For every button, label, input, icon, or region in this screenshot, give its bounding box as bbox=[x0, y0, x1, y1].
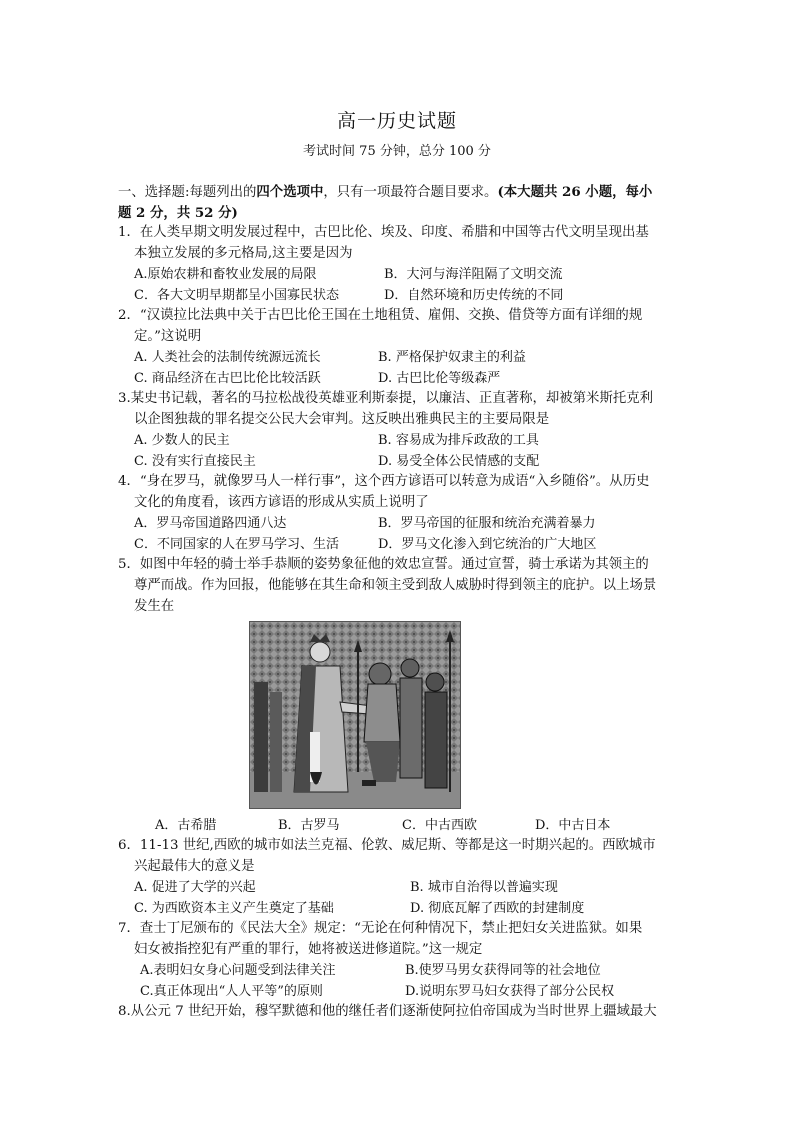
question-7-stem: 7．查士丁尼颁布的《民法大全》规定：“无论在何种情况下，禁止把妇女关进监狱。如果 bbox=[118, 921, 643, 936]
question-6-stem: 兴起最伟大的意义是 bbox=[134, 859, 255, 874]
question-4-stem: 文化的角度看，该西方谚语的形成从实质上说明了 bbox=[134, 495, 429, 510]
question-1-option-c: C．各大文明早期都呈小国寡民状态 bbox=[134, 288, 339, 303]
knight-homage-illustration bbox=[249, 621, 461, 809]
section-emphasis: 四个选项中 bbox=[256, 184, 324, 200]
question-2-stem: 2．“汉谟拉比法典中关于古巴比伦王国在土地租赁、雇佣、交换、借贷等方面有详细的规 bbox=[118, 308, 643, 323]
question-5-stem: 5．如图中年轻的骑士举手恭顺的姿势象征他的效忠宣誓。通过宣誓，骑士承诺为其领主的 bbox=[118, 557, 649, 572]
question-1-option-b: B．大河与海洋阻隔了文明交流 bbox=[384, 267, 563, 282]
question-2-stem: 定。”这说明 bbox=[134, 329, 202, 344]
question-6-stem: 6．11-13 世纪,西欧的城市如法兰克福、伦敦、威尼斯、等都是这一时期兴起的。西欧城市 bbox=[118, 838, 656, 853]
question-2-option-c: C. 商品经济在古巴比伦比较活跃 bbox=[134, 371, 321, 386]
question-6-option-b: B. 城市自治得以普遍实现 bbox=[410, 880, 558, 895]
question-2-option-b: B. 严格保护奴隶主的利益 bbox=[378, 350, 526, 365]
section-header-line2: 题 2 分，共 52 分) bbox=[118, 205, 238, 221]
medieval-miniature-image bbox=[250, 622, 461, 809]
section-header-line1 bbox=[118, 183, 652, 202]
question-1-option-a: A.原始农耕和畜牧业发展的局限 bbox=[134, 267, 317, 282]
exam-info: 考试时间 75 分钟，总分 100 分 bbox=[303, 144, 491, 159]
page-title: 高一历史试题 bbox=[336, 110, 457, 132]
section-text: ，只有一项最符合题目要求。 bbox=[323, 185, 498, 200]
question-7-option-d: D.说明东罗马妇女获得了部分公民权 bbox=[405, 984, 615, 999]
question-7-stem: 妇女被指控犯有严重的罪行，她将被送进修道院。”这一规定 bbox=[134, 942, 483, 957]
question-3-stem: 3.某史书记载，著名的马拉松战役英雄亚利斯泰提，以廉洁、正直著称，却被第米斯托克利 bbox=[118, 391, 654, 406]
question-3-option-c: C. 没有实行直接民主 bbox=[134, 454, 256, 469]
question-1-stem: 本独立发展的多元格局,这主要是因为 bbox=[134, 246, 353, 261]
question-8-stem: 8.从公元 7 世纪开始，穆罕默德和他的继任者们逐渐使阿拉伯帝国成为当时世界上疆域最大 bbox=[118, 1004, 657, 1019]
question-4-option-b: B．罗马帝国的征服和统治充满着暴力 bbox=[378, 516, 596, 531]
question-5-stem: 尊严而战。作为回报，他能够在其生命和领主受到敌人威胁时得到领主的庇护。以上场景 bbox=[134, 578, 657, 593]
question-3-option-a: A. 少数人的民主 bbox=[134, 433, 230, 448]
question-2-option-a: A. 人类社会的法制传统源远流长 bbox=[134, 350, 321, 365]
section-count: (本大题共 26 小题，每小 bbox=[497, 184, 653, 200]
question-7-option-a: A.表明妇女身心问题受到法律关注 bbox=[140, 963, 336, 978]
question-4-stem: 4．“身在罗马，就像罗马人一样行事”，这个西方谚语可以转意为成语“入乡随俗”。从历史 bbox=[118, 474, 650, 489]
question-5-option-b: B．古罗马 bbox=[278, 818, 340, 833]
question-1-stem: 1．在人类早期文明发展过程中，古巴比伦、埃及、印度、希腊和中国等古代文明呈现出基 bbox=[118, 225, 649, 240]
question-5-option-c: C．中古西欧 bbox=[402, 818, 477, 833]
question-5-stem: 发生在 bbox=[134, 599, 175, 614]
question-6-option-d: D. 彻底瓦解了西欧的封建制度 bbox=[410, 901, 585, 916]
question-3-stem: 以企图独裁的罪名提交公民大会审判。这反映出雅典民主的主要局限是 bbox=[134, 412, 550, 427]
question-4-option-d: D．罗马文化渗入到它统治的广大地区 bbox=[378, 537, 597, 552]
question-3-option-b: B. 容易成为排斥政敌的工具 bbox=[378, 433, 539, 448]
question-7-option-b: B.使罗马男女获得同等的社会地位 bbox=[405, 963, 601, 978]
question-1-option-d: D．自然环境和历史传统的不同 bbox=[384, 288, 564, 303]
question-3-option-d: D. 易受全体公民情感的支配 bbox=[378, 454, 540, 469]
question-5-option-a: A．古希腊 bbox=[155, 818, 217, 833]
question-5-option-d: D．中古日本 bbox=[535, 818, 611, 833]
question-6-option-c: C. 为西欧资本主义产生奠定了基础 bbox=[134, 901, 334, 916]
question-4-option-c: C．不同国家的人在罗马学习、生活 bbox=[134, 537, 339, 552]
question-7-option-c: C.真正体现出“人人平等”的原则 bbox=[140, 984, 323, 999]
question-2-option-d: D. 古巴比伦等级森严 bbox=[378, 371, 501, 386]
section-text: 一、选择题:每题列出的 bbox=[118, 185, 257, 200]
question-4-option-a: A．罗马帝国道路四通八达 bbox=[134, 516, 287, 531]
question-6-option-a: A. 促进了大学的兴起 bbox=[134, 880, 256, 895]
